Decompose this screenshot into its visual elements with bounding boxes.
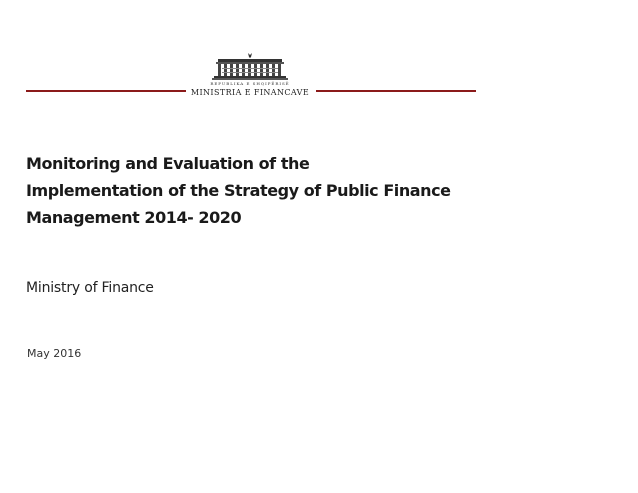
slide-date: May 2016 xyxy=(27,347,82,360)
header-rule-left xyxy=(26,90,186,92)
title-line-3: Management 2014- 2020 xyxy=(26,208,242,227)
header-rule-right xyxy=(316,90,476,92)
ministry-logo xyxy=(186,52,314,102)
title-line-2: Implementation of the Strategy of Public Finance xyxy=(26,181,451,200)
title-line-1: Monitoring and Evaluation of the xyxy=(26,154,310,173)
ministry-building-icon xyxy=(208,52,292,82)
slide-subtitle: Ministry of Finance xyxy=(26,280,154,296)
logo-caption-top: REPUBLIKA E SHQIPËRISË xyxy=(210,81,290,86)
logo-caption-main: MINISTRIA E FINANCAVE xyxy=(190,88,310,97)
slide-title xyxy=(26,150,546,231)
